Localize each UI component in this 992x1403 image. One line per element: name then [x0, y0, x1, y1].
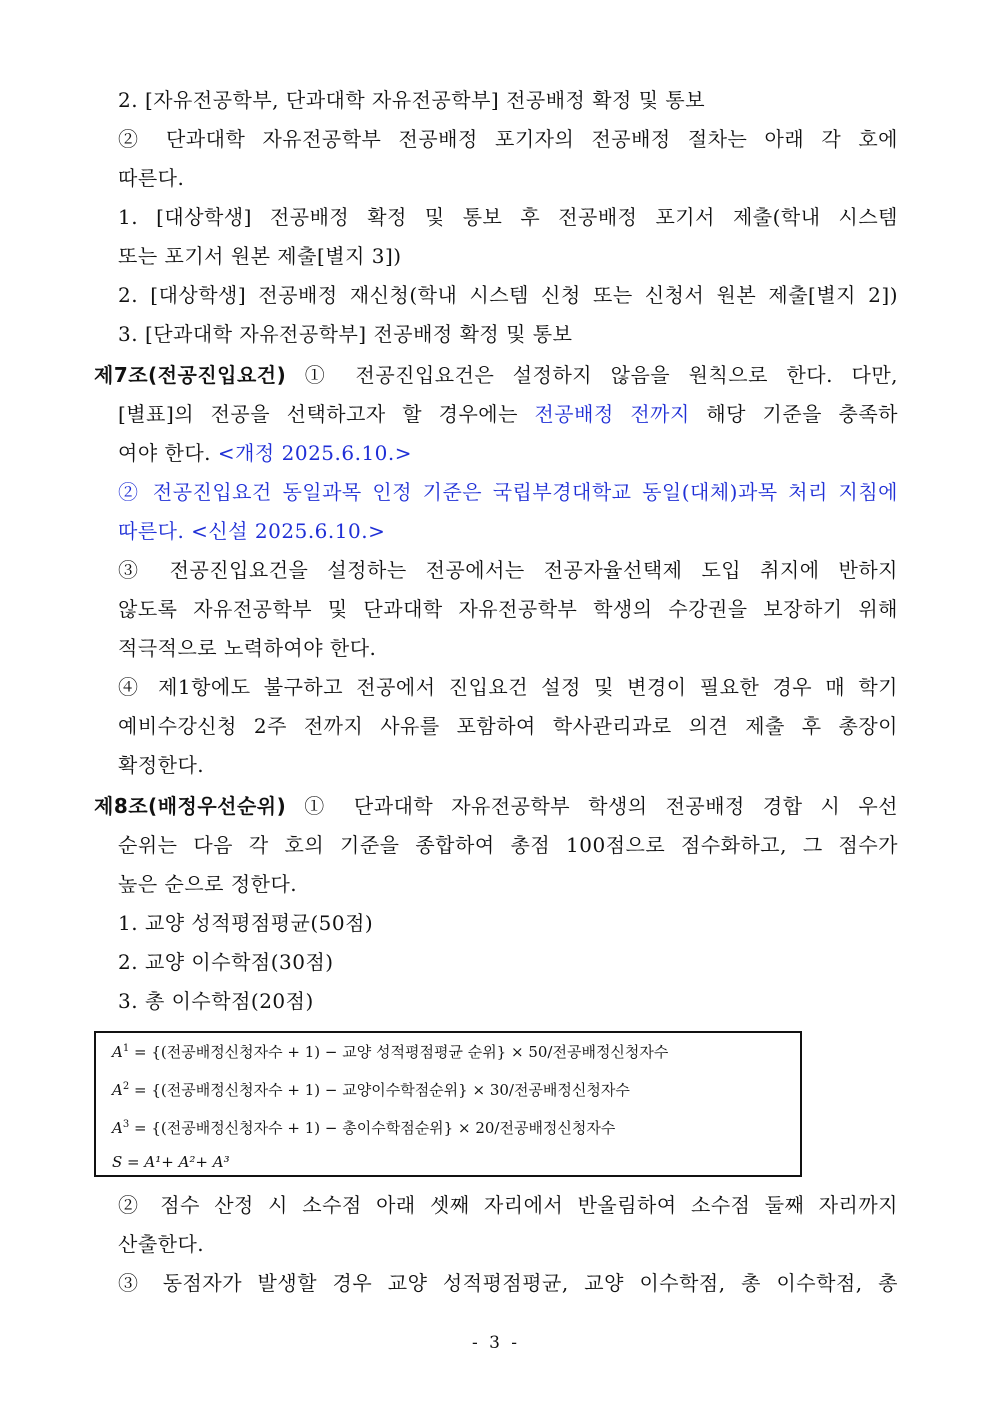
formula-sum: S = A¹+ A²+ A³ — [112, 1153, 230, 1171]
amendment-paragraph: ② 전공진입요건 동일과목 인정 기준은 국립부경대학교 동일(대체)과목 처리 지침에 — [118, 480, 898, 504]
article-7-title: 제7조(전공진입요건) — [94, 363, 287, 387]
paragraph-line: ② 점수 산정 시 소수점 아래 셋째 자리에서 반올림하여 소수점 둘째 자리까지 — [118, 1193, 898, 1217]
list-item: 2. 교양 이수학점(30점) — [118, 950, 334, 974]
paragraph-line: 3. [단과대학 자유전공학부] 전공배정 확정 및 통보 — [118, 322, 573, 346]
paragraph-line: 확정한다. — [118, 753, 205, 777]
formula-superscript: 1 — [122, 1043, 130, 1054]
formula-body: = {(전공배정신청자수 + 1) − 교양 성적평점평균 순위} × 50/전공배정신청자수 — [129, 1043, 669, 1061]
paragraph-line: 2. [대상학생] 전공배정 재신청(학내 시스템 신청 또는 신청서 원본 제출[별지 2]) — [118, 283, 898, 307]
paragraph-line: 2. [자유전공학부, 단과대학 자유전공학부] 전공배정 확정 및 통보 — [118, 88, 706, 112]
formula-superscript: 3 — [122, 1119, 130, 1130]
paragraph-line: 예비수강신청 2주 전까지 사유를 포함하여 학사관리과로 의견 제출 후 총장이 — [118, 714, 898, 738]
article-7-heading — [94, 361, 898, 389]
formula-variable: A — [112, 1119, 123, 1137]
paragraph-line: 않도록 자유전공학부 및 단과대학 자유전공학부 학생의 수강권을 보장하기 위해 — [118, 597, 898, 621]
list-item: 3. 총 이수학점(20점) — [118, 989, 314, 1013]
text-span: 해당 기준을 충족하 — [689, 402, 898, 426]
paragraph-line: ② 단과대학 자유전공학부 전공배정 포기자의 전공배정 절차는 아래 각 호에 — [118, 127, 898, 151]
text-span: [별표]의 전공을 선택하고자 할 경우에는 — [118, 402, 535, 426]
formula-box — [94, 1031, 802, 1177]
paragraph-line: ③ 동점자가 발생할 경우 교양 성적평점평균, 교양 이수학점, 총 이수학점, 총 — [118, 1271, 898, 1295]
formula-line — [112, 1039, 668, 1062]
article-7-text: ① 전공진입요건은 설정하지 않음을 원칙으로 한다. 다만, — [286, 363, 898, 387]
formula-body: = {(전공배정신청자수 + 1) − 교양이수학점순위} × 30/전공배정신청자수 — [129, 1081, 630, 1099]
paragraph-line — [118, 439, 898, 467]
amendment-note: <개정 2025.6.10.> — [217, 441, 413, 465]
paragraph-line — [118, 400, 898, 428]
paragraph-line: 높은 순으로 정한다. — [118, 872, 298, 896]
article-8-title: 제8조(배정우선순위) — [94, 794, 287, 818]
paragraph-line: 적극적으로 노력하여야 한다. — [118, 636, 377, 660]
text-span: 여야 한다. — [118, 441, 218, 465]
paragraph-line: 1. [대상학생] 전공배정 확정 및 통보 후 전공배정 포기서 제출(학내 시스템 — [118, 205, 898, 229]
paragraph-line: ④ 제1항에도 불구하고 전공에서 진입요건 설정 및 변경이 필요한 경우 매 학기 — [118, 675, 898, 699]
formula-line — [112, 1077, 630, 1100]
formula-variable: A — [112, 1043, 123, 1061]
list-item: 1. 교양 성적평점평균(50점) — [118, 911, 374, 935]
formula-line — [112, 1115, 615, 1138]
article-8-text: ① 단과대학 자유전공학부 학생의 전공배정 경합 시 우선 — [286, 794, 898, 818]
article-8-heading — [94, 792, 898, 820]
amendment-paragraph: 따른다. <신설 2025.6.10.> — [118, 519, 386, 543]
formula-superscript: 2 — [122, 1081, 130, 1092]
paragraph-line: 산출한다. — [118, 1232, 205, 1256]
formula-body: = {(전공배정신청자수 + 1) − 총이수학점순위} × 20/전공배정신청자수 — [129, 1119, 616, 1137]
page-number: - 3 - — [471, 1333, 521, 1353]
paragraph-line: 또는 포기서 원본 제출[별지 3]) — [118, 244, 402, 268]
paragraph-line: 따른다. — [118, 166, 185, 190]
paragraph-line: 순위는 다음 각 호의 기준을 종합하여 총점 100점으로 점수화하고, 그 점수가 — [118, 833, 898, 857]
paragraph-line: ③ 전공진입요건을 설정하는 전공에서는 전공자율선택제 도입 취지에 반하지 — [118, 558, 898, 582]
amendment-text: 전공배정 전까지 — [534, 402, 690, 426]
formula-variable: A — [112, 1081, 123, 1099]
